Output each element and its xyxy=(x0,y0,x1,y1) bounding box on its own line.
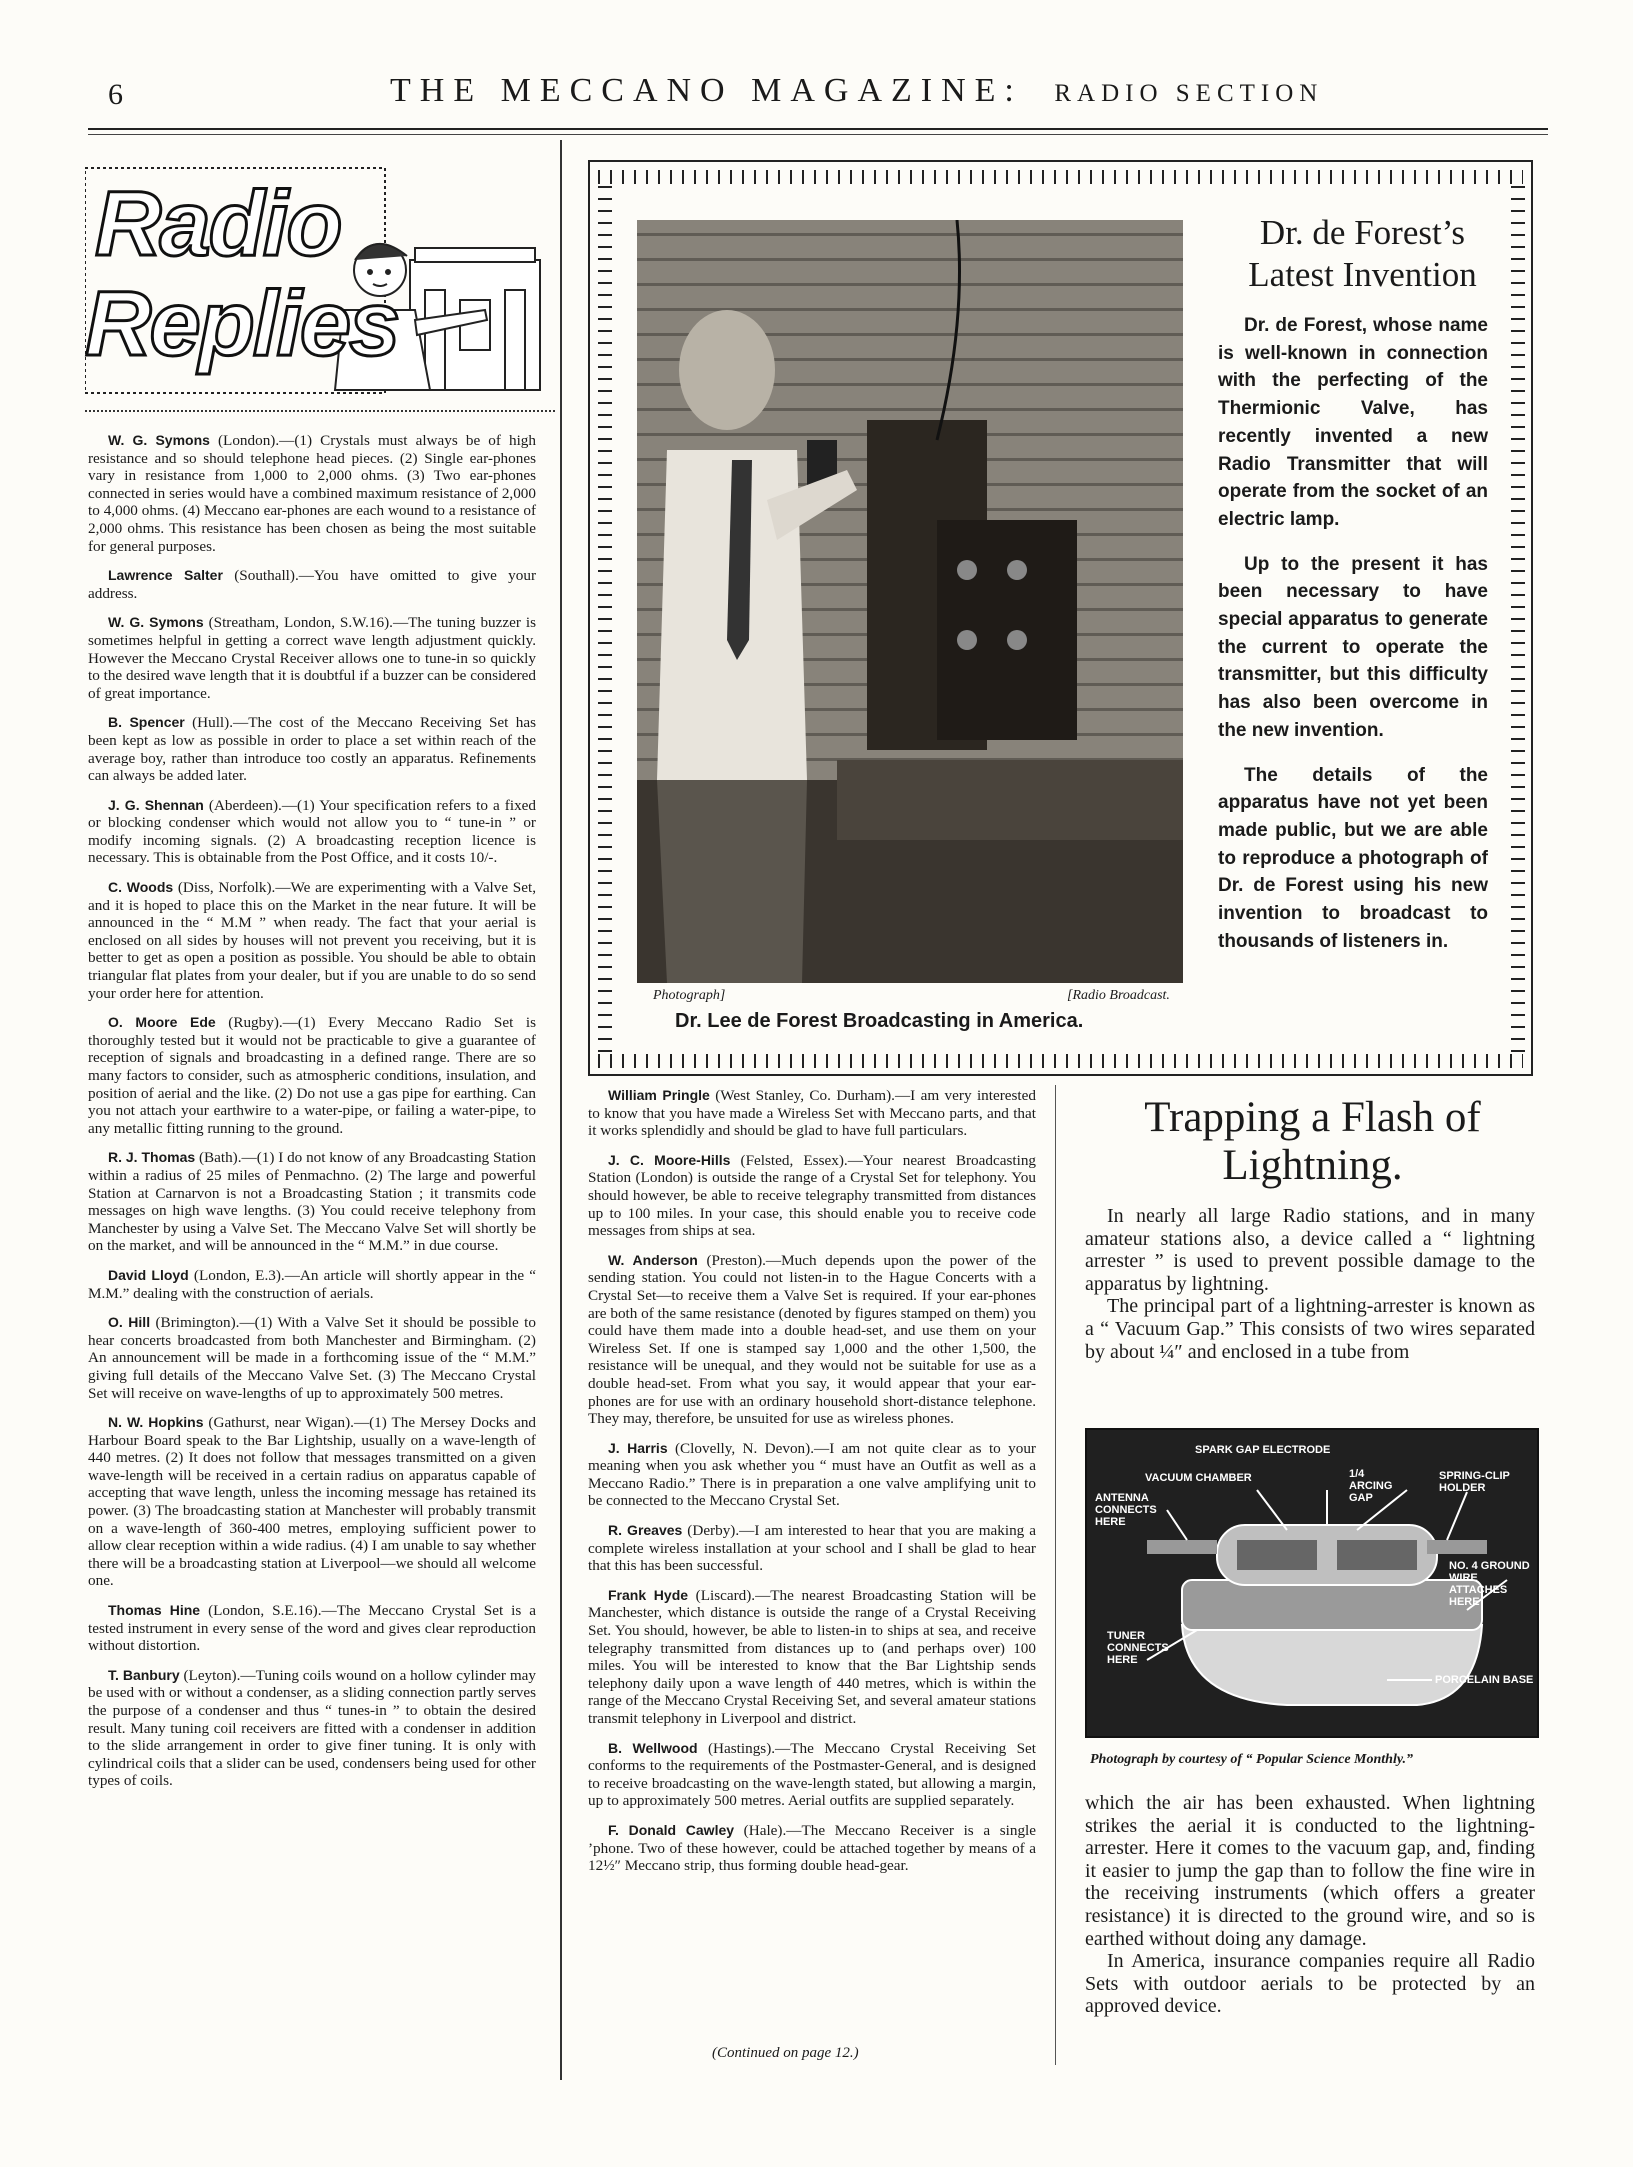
reply-entry xyxy=(88,879,536,1002)
label-spring-clip: SPRING-CLIP HOLDER xyxy=(1439,1470,1510,1494)
reply-entry xyxy=(88,714,536,784)
lightning-title-line2: Lightning. xyxy=(1222,1142,1403,1189)
reply-text: (West Stanley, Co. Durham).—I am very interested to know that you have made a Wireless Set with Meccano parts, and that it works splendidly and should be glad to have full particulars. xyxy=(588,1087,1036,1140)
reply-text: (Clovelly, N. Devon).—I am not quite clear as to your meaning when you ask whether you “ must have an Outfit as well as a Meccano Radio.” There is in preparation a one valve amplifying unit to be connected to the Meccano Crystal Set. xyxy=(588,1439,1036,1510)
reply-text: (Hull).—The cost of the Meccano Receiving Set has been kept as low as possible in order to place a set within reach of the average boy, rather than introduce too costly an apparatus. Refinements can always be added later. xyxy=(88,714,536,785)
lightning-body-top xyxy=(1085,1205,1535,1363)
label-porcelain-base: PORCELAIN BASE xyxy=(1435,1674,1534,1686)
reply-entry xyxy=(88,1602,536,1655)
page-number: 6 xyxy=(108,78,123,111)
reply-entry xyxy=(88,567,536,602)
logo-word-radio: Radio xyxy=(95,173,341,275)
reply-text: (Leyton).—Tuning coils wound on a hollow cylinder may be used with or without a condenser, as a sliding connection partly serves the purpose of a condenser and thus “ tunes-in ” to obtain the desired result. Many tuning coil receivers are fitted with a condenser in addition to the slide arrangement in order to give finer tuning. It is only with cylindrical coils that a slider can be used, condensers being used for other types of coils. xyxy=(88,1666,536,1790)
lightning-paragraph: In America, insurance companies require all Radio Sets with outdoor aerials to be protected by an approved device. xyxy=(1085,1950,1535,2018)
reply-text: (London).—(1) Crystals must always be of high resistance and so should telephone head pieces. (2) Single ear-phones vary in resistance from 1,000 to 2,000 ohms. (3) Two ear-phones connected in series would have a combined maximum resistance of 2,000 to 4,000 ohms. (4) Meccano ear-phones are each wound to a resistance of 2,000 ohms. This resistance has been chosen as being the most suitable for general purposes. xyxy=(88,432,536,555)
reply-text: (Rugby).—(1) Every Meccano Radio Set is thoroughly tested but it would not be practicable to give a guarantee of reception of signals and broadcasting in a defined range. There are so many factors to consider, such as atmospheric conditions, insulation, and position of aerial and the like. (2) Do not use a gas pipe for earthing. Can you not attach your earthwire to a water-pipe, or failing a water-pipe, to any metallic fitting running to the ground. xyxy=(88,1014,536,1137)
reply-entry xyxy=(88,1667,536,1790)
border-pattern-right xyxy=(1511,184,1525,1052)
header-rule xyxy=(88,128,1548,130)
reply-text: (Felsted, Essex).—Your nearest Broadcasting Station (London) is outside the range of a Crystal Set for telephony. You should however, be able to receive telegraphy transmitted from distances up to 100 miles. In your case, this should enable you to receive code messages from ships at sea. xyxy=(588,1151,1037,1240)
label-ground: NO. 4 GROUND WIRE ATTACHES HERE xyxy=(1449,1560,1530,1608)
lightning-body-bottom xyxy=(1085,1792,1535,2018)
reply-name: B. Spencer xyxy=(108,714,185,731)
reply-text: (London, E.3).—An article will shortly appear in the “ M.M.” dealing with the construction of aerials. xyxy=(88,1266,536,1302)
reply-entry xyxy=(88,1414,536,1590)
reply-name: W. G. Symons xyxy=(108,614,204,631)
reply-entry xyxy=(588,1522,1036,1575)
reply-name: O. Hill xyxy=(108,1314,151,1331)
reply-entry xyxy=(88,432,536,555)
reply-text: (Gathurst, near Wigan).—(1) The Mersey Docks and Harbour Board speak to the Bar Lightship, usually on a wave-length of 440 metres. (2) It does not follow that messages transmitted on a given wave-length will be received in a certain radius on apparatus capable of accepting that wave length, unless the incoming message has retained its power. (3) The broadcasting station at Manchester will probably transmit on a wave-length of 360-400 metres, employing sufficient power to allow clear reception within a wide radius. (4) I am unable to say whether there will be a broadcasting station at Liverpool—we should all welcome one. xyxy=(88,1414,537,1590)
lightning-title xyxy=(1085,1094,1540,1190)
column-rule xyxy=(560,140,562,2080)
reply-text: (Brimington).—(1) With a Valve Set it should be possible to hear concerts broadcasted from both Manchester and Birmingham. (2) An announcement will be made in a forthcoming issue of the “ M.M.” giving full details of the Meccano Valve Set. (3) The Meccano Crystal Set will receive on wave-lengths of up to approximately 500 metres. xyxy=(88,1314,536,1402)
reply-text: (Hastings).—The Meccano Crystal Receiving Set conforms to the requirements of the Postmaster-General, and is designed to receive broadcasting on the wave-length stated, but allowing a margin, up to approximately 500 metres. Aerial outfits are supplied separately. xyxy=(588,1739,1036,1810)
reply-name: N. W. Hopkins xyxy=(108,1414,204,1431)
reply-entry xyxy=(88,1014,536,1137)
reply-name: W. G. Symons xyxy=(108,432,210,448)
reply-text: (Bath).—(1) I do not know of any Broadcasting Station within a radius of 25 miles of Penmachno. (2) The large and powerful Station at Carnarvon is not a Broadcasting Station ; it transmits code messages on high wave lengths. (3) You could receive telephony from Manchester by using a Valve Set. The Meccano Valve Set will shortly be on the market, and will be announced in the “ M.M.” in due course. xyxy=(88,1149,536,1255)
reply-entry xyxy=(588,1440,1036,1510)
feature-body xyxy=(1218,312,1488,972)
reply-name: R. Greaves xyxy=(608,1522,683,1539)
reply-text: (Streatham, London, S.W.16).—The tuning buzzer is sometimes helpful in getting a correct wave length adjustment quickly. However the Meccano Crystal Receiver allows one to tune-in so quickly to the desired wave length that it is doubtful if a buzzer can be considered of great importance. xyxy=(88,614,536,702)
reply-name: O. Moore Ede xyxy=(108,1014,216,1031)
reply-entry xyxy=(588,1087,1036,1140)
reply-name: B. Wellwood xyxy=(608,1739,698,1756)
reply-name: W. Anderson xyxy=(608,1251,698,1268)
de-forest-photograph xyxy=(637,220,1183,983)
reply-text: (Liscard).—The nearest Broadcasting Station will be Manchester, which distance is outside the range of a Crystal Receiving Set. You should, however, be able to listen-in to ships at sea, and receive telegraphy transmitted from distances up to (and perhaps over) 100 miles. You will be interested to know that the Bar Lightship sends telephony daily upon a wave length of 440 metres, which is within the range of the Meccano Crystal Receiving Set, and several amateur stations transmit telephony in Liverpool and district. xyxy=(588,1586,1036,1727)
lightning-title-line1: Trapping a Flash of xyxy=(1144,1094,1481,1141)
reply-name: J. G. Shennan xyxy=(108,796,204,813)
reply-entry xyxy=(88,614,536,702)
reply-text: (Diss, Norfolk).—We are experimenting with a Valve Set, and it is hoped to place this on the Market in the near future. It will be announced in the “ M.M ” when ready. The fact that your aerial is enclosed on all sides by houses will not prevent you receiving, but it is better to get as open a position as possible. You should be able to obtain triangular flat plates from your dealer, but if you are unable to do so send your order here for attention. xyxy=(88,879,537,1002)
border-pattern-left xyxy=(598,184,612,1052)
reply-name: David Lloyd xyxy=(108,1266,189,1283)
reply-entry xyxy=(588,1152,1036,1240)
reply-name: F. Donald Cawley xyxy=(608,1821,735,1838)
reply-entry xyxy=(588,1252,1036,1428)
label-tuner: TUNER CONNECTS HERE xyxy=(1107,1630,1169,1666)
column-rule-right xyxy=(1055,1085,1056,2065)
reply-name: William Pringle xyxy=(608,1087,710,1103)
reply-entry xyxy=(588,1587,1036,1728)
feature-paragraph: Dr. de Forest, whose name is well-known in connection with the perfecting of the Thermionic Valve, has recently invented a new Radio Transmitter that will operate from the socket of an electric lamp. xyxy=(1218,315,1488,530)
continued-note: (Continued on page 12.) xyxy=(712,2045,859,2061)
reply-name: Thomas Hine xyxy=(108,1602,201,1619)
feature-paragraph: Up to the present it has been necessary to have special apparatus to generate the current to operate the transmitter, but this difficulty has also been overcome in the new invention. xyxy=(1218,553,1488,741)
logo-word-replies: Replies xyxy=(85,273,399,375)
replies-middle-column xyxy=(588,1087,1036,1887)
photo-credit-left: Photograph] xyxy=(653,988,726,1003)
reply-name: Lawrence Salter xyxy=(108,567,223,584)
diagram-caption: Photograph by courtesy of “ Popular Science Monthly.” xyxy=(1090,1752,1414,1767)
reply-entry xyxy=(88,1149,536,1255)
reply-text: (Southall).—You have omitted to give your address. xyxy=(88,567,536,602)
reply-name: Frank Hyde xyxy=(608,1586,689,1603)
reply-entry xyxy=(88,797,536,867)
header-rule-thin xyxy=(88,134,1548,135)
reply-text: (London, S.E.16).—The Meccano Crystal Set is a tested instrument in every sense of the word and gives clear reproduction without distortion. xyxy=(88,1602,536,1655)
replies-left-column xyxy=(88,432,536,1802)
feature-title-line2: Latest Invention xyxy=(1248,255,1477,294)
reply-entry xyxy=(88,1267,536,1302)
border-pattern-top xyxy=(598,170,1523,184)
lightning-arrester-diagram xyxy=(1085,1428,1539,1738)
label-arcing-gap: 1/4 ARCING GAP xyxy=(1349,1468,1393,1504)
reply-name: R. J. Thomas xyxy=(108,1149,196,1166)
reply-name: J. C. Moore-Hills xyxy=(608,1151,731,1168)
reply-text: (Aberdeen).—(1) Your specification refers to a fixed or blocking condenser which would not allow you to “ tune-in ” or modify incoming signals. (2) A broadcasting reception licence is necessary. This is obtainable from the Post Office, and it costs 10/-. xyxy=(88,796,536,867)
lightning-paragraph: which the air has been exhausted. When lightning strikes the aerial it is conducted to the lightning-arrester. Here it comes to the vacuum gap, and, finding it easier to jump the gap than to follow the fine wire in the receiving instruments (which offers a greater resistance) it is directed to the ground wire, and so is earthed without doing any damage. xyxy=(1085,1792,1535,1950)
reply-text: (Derby).—I am interested to hear that you are making a complete wireless installation at your school and I shall be glad to hear that this has been successful. xyxy=(588,1522,1036,1575)
feature-paragraph: The details of the apparatus have not yet been made public, but we are able to reproduce a photograph of Dr. de Forest using his new invention to broadcast to thousands of listeners in. xyxy=(1218,764,1488,952)
label-vacuum-chamber: VACUUM CHAMBER xyxy=(1145,1472,1252,1484)
reply-entry xyxy=(588,1822,1036,1875)
section-title: RADIO SECTION xyxy=(1054,80,1324,107)
reply-name: C. Woods xyxy=(108,879,174,896)
photo-scene xyxy=(637,220,1183,983)
label-antenna: ANTENNA CONNECTS HERE xyxy=(1095,1492,1157,1528)
lightning-paragraph: In nearly all large Radio stations, and in many amateur stations also, a device called a “ lightning arrester ” is used to prevent possible damage to the apparatus by lightning. xyxy=(1085,1205,1535,1295)
reply-entry xyxy=(588,1740,1036,1810)
reply-name: J. Harris xyxy=(608,1439,668,1456)
feature-title-line1: Dr. de Forest’s xyxy=(1259,213,1466,252)
running-head xyxy=(390,72,1323,110)
radio-replies-logo xyxy=(85,160,555,412)
photo-caption: Dr. Lee de Forest Broadcasting in America. xyxy=(675,1010,1084,1032)
feature-title xyxy=(1215,212,1510,296)
lightning-paragraph: The principal part of a lightning-arrester is known as a “ Vacuum Gap.” This consists of two wires separated by about ¼″ and enclosed in a tube from xyxy=(1085,1295,1535,1363)
reply-entry xyxy=(88,1314,536,1402)
border-pattern-bottom xyxy=(598,1054,1523,1068)
reply-name: T. Banbury xyxy=(108,1666,180,1683)
photo-credit-right: [Radio Broadcast. xyxy=(1067,988,1170,1003)
magazine-title: THE MECCANO MAGAZINE: xyxy=(390,72,1023,109)
reply-text: (Hale).—The Meccano Receiver is a single ’phone. Two of these however, could be attached together by means of a 12½″ Meccano strip, thus forming double head-gear. xyxy=(588,1821,1037,1875)
label-spark-gap: SPARK GAP ELECTRODE xyxy=(1195,1444,1331,1456)
reply-text: (Preston).—Much depends upon the power of the sending station. You could not listen-in to the Hague Concerts with a Crystal Set—to receive them a Valve Set is required. If your ear-phones are both of the same resistance (denoted by figures stamped on them) you could have them made into a double head-set, and use them on your Wireless Set. If one is stamped say 1,000 and the other 1,500, the resistance will be unequal, and they would not be suitable for use as a double head-set. From what you say, it would appear that your ear-phones are for use with an ordinary household short-distance telephone. They may, therefore, be unsuited for use as wireless phones. xyxy=(588,1251,1036,1428)
